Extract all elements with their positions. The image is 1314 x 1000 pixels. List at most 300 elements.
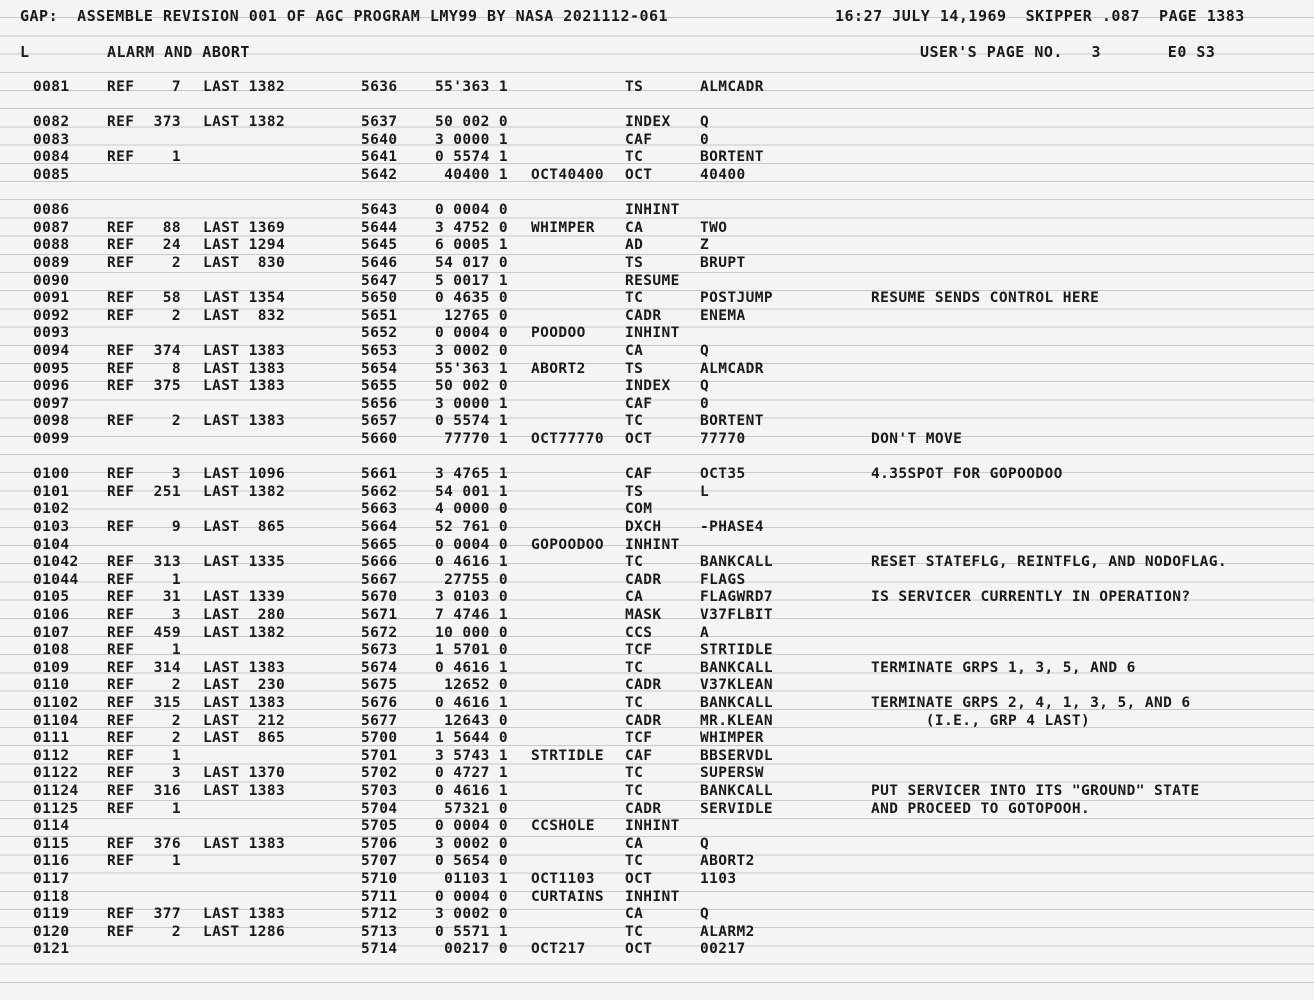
line-word: 0 4616 1 [434,659,508,676]
line-last: LAST 1096 [203,466,286,483]
line-refn: 251 [153,483,181,500]
line-op: TC [625,923,644,940]
line-seq: 0105 [33,589,70,606]
line-label: GOPOODOO [531,536,605,553]
line-operand: 40400 [700,167,746,183]
listing-line [0,413,1314,431]
line-addr: 5671 [361,607,398,623]
line-refn: 2 [171,923,181,940]
line-word: 0 0004 0 [434,888,508,905]
line-addr: 5657 [361,413,398,430]
line-ref: REF [107,290,135,307]
line-addr: 5651 [361,307,398,324]
line-addr: 5636 [361,79,398,95]
line-refn: 1 [171,642,181,659]
line-ref: REF [107,519,135,535]
line-op: CADR [625,307,662,324]
line-addr: 5653 [361,343,398,359]
line-seq: 0110 [33,677,70,694]
line-word: 4 0000 0 [434,501,508,518]
line-ref: REF [107,589,135,606]
listing-line [0,572,1314,590]
line-refn: 2 [171,677,181,694]
line-operand: BANKCALL [700,695,774,711]
line-ref: REF [107,219,135,236]
line-word: 0 5574 1 [434,413,508,430]
line-word: 50 002 0 [434,114,508,131]
listing-line [0,730,1314,748]
line-word: 3 4752 0 [434,219,508,236]
listing-line [0,220,1314,238]
line-word: 12652 0 [444,677,508,694]
line-addr: 5665 [361,536,398,553]
line-op: OCT [625,871,653,887]
listing-line [0,484,1314,502]
line-refn: 2 [171,307,181,324]
line-seq: 0115 [33,835,70,852]
line-operand: OCT35 [700,466,746,483]
listing-line [0,97,1314,115]
line-seq: 0104 [33,536,70,553]
line-word: 0 4616 1 [434,783,508,799]
line-op: CA [625,343,644,359]
line-refn: 9 [171,519,181,535]
line-addr: 5663 [361,501,398,518]
line-operand: ALMCADR [700,360,764,377]
line-operand: L [700,483,710,500]
line-word: 0 4727 1 [434,765,508,782]
line-addr: 5647 [361,272,398,289]
line-op: TC [625,853,644,870]
page-header-left: GAP: ASSEMBLE REVISION 001 OF AGC PROGRAM LMY99 BY NASA 2021112-061 [20,7,669,25]
line-last: LAST 1383 [203,659,286,676]
line-word: 0 0004 0 [434,818,508,835]
line-word: 12643 0 [444,712,508,729]
line-addr: 5703 [361,783,398,799]
line-word: 0 5654 0 [434,853,508,870]
listing-line [0,290,1314,308]
line-op: OCT [625,167,653,183]
line-ref: REF [107,695,135,711]
line-operand: ENEMA [700,307,746,324]
listing-line [0,748,1314,766]
listing-line [0,114,1314,132]
line-op: TC [625,695,644,711]
listing-line [0,625,1314,643]
line-operand: Q [700,114,710,131]
listing-line [0,202,1314,220]
page-header-right: 16:27 JULY 14,1969 SKIPPER .087 PAGE 1383 [835,7,1245,25]
line-seq: 0103 [33,519,70,535]
line-op: TS [625,483,644,500]
line-op: RESUME [625,272,680,289]
line-operand: STRTIDLE [700,642,774,659]
line-last: LAST 1286 [203,923,286,940]
listing-line [0,501,1314,519]
listing-line [0,449,1314,467]
line-operand: 0 [700,131,710,148]
line-ref: REF [107,483,135,500]
line-ref: REF [107,835,135,852]
line-addr: 5650 [361,290,398,307]
line-seq: 0121 [33,941,70,958]
line-comment: PUT SERVICER INTO ITS "GROUND" STATE [871,783,1200,799]
line-seq: 0093 [33,325,70,342]
line-op: TCF [625,730,653,747]
listing-line [0,607,1314,625]
listing-line [0,924,1314,942]
line-comment: IS SERVICER CURRENTLY IN OPERATION? [871,589,1191,606]
line-ref: REF [107,624,135,641]
line-word: 1 5644 0 [434,730,508,747]
line-op: COM [625,501,653,518]
line-addr: 5700 [361,730,398,747]
line-op: DXCH [625,519,662,535]
listing-line [0,801,1314,819]
line-comment: (I.E., GRP 4 LAST) [871,712,1091,729]
line-ref: REF [107,642,135,659]
line-addr: 5652 [361,325,398,342]
listing-line [0,519,1314,537]
line-seq: 0107 [33,624,70,641]
line-word: 77770 1 [444,431,508,447]
line-last: LAST 1369 [203,219,286,236]
line-last: LAST 1383 [203,343,286,359]
line-last: LAST 1383 [203,906,286,923]
listing-line [0,642,1314,660]
line-seq: 0116 [33,853,70,870]
line-operand: ALARM2 [700,923,755,940]
line-operand: Q [700,835,710,852]
line-word: 01103 1 [444,871,508,887]
line-word: 0 4635 0 [434,290,508,307]
line-addr: 5674 [361,659,398,676]
line-op: CAF [625,466,653,483]
line-operand: ABORT2 [700,853,755,870]
line-ref: REF [107,677,135,694]
line-addr: 5642 [361,167,398,183]
line-addr: 5660 [361,431,398,447]
line-ref: REF [107,307,135,324]
line-operand: BORTENT [700,149,764,166]
listing-line [0,79,1314,97]
line-op: CAF [625,395,653,412]
line-addr: 5656 [361,395,398,412]
line-word: 1 5701 0 [434,642,508,659]
line-op: TCF [625,642,653,659]
line-operand: BORTENT [700,413,764,430]
line-seq: 0119 [33,906,70,923]
line-ref: REF [107,378,135,395]
line-refn: 376 [153,835,181,852]
section-title: ALARM AND ABORT [107,43,250,61]
line-refn: 1 [171,747,181,764]
line-seq: 0111 [33,730,70,747]
listing-line [0,783,1314,801]
line-last: LAST 1382 [203,624,286,641]
line-addr: 5677 [361,712,398,729]
line-operand: FLAGS [700,571,746,588]
line-operand: V37FLBIT [700,607,774,623]
line-refn: 3 [171,765,181,782]
line-seq: 0090 [33,272,70,289]
line-addr: 5661 [361,466,398,483]
line-operand: Q [700,343,710,359]
line-seq: 0085 [33,167,70,183]
line-word: 3 0002 0 [434,906,508,923]
line-addr: 5641 [361,149,398,166]
line-word: 54 017 0 [434,255,508,271]
line-ref: REF [107,906,135,923]
listing-line [0,941,1314,959]
line-op: TC [625,659,644,676]
line-last: LAST 1354 [203,290,286,307]
line-word: 27755 0 [444,571,508,588]
line-last: LAST 1383 [203,783,286,799]
line-operand: POSTJUMP [700,290,774,307]
line-refn: 313 [153,554,181,571]
line-seq: 0112 [33,747,70,764]
line-addr: 5637 [361,114,398,131]
line-comment: TERMINATE GRPS 2, 4, 1, 3, 5, AND 6 [871,695,1191,711]
listing-line [0,554,1314,572]
line-seq: 0084 [33,149,70,166]
line-addr: 5711 [361,888,398,905]
line-operand: 0 [700,395,710,412]
line-word: 10 000 0 [434,624,508,641]
line-operand: MR.KLEAN [700,712,774,729]
listing-line [0,677,1314,695]
subheader-left: L [20,43,30,61]
listing-line [0,660,1314,678]
line-seq: 0118 [33,888,70,905]
line-operand: BANKCALL [700,783,774,799]
line-seq: 0101 [33,483,70,500]
line-op: TS [625,255,644,271]
line-word: 3 0002 0 [434,835,508,852]
line-addr: 5713 [361,923,398,940]
line-last: LAST 830 [203,255,286,271]
line-ref: REF [107,607,135,623]
line-op: CA [625,906,644,923]
line-word: 57321 0 [444,800,508,817]
line-addr: 5666 [361,554,398,571]
line-operand: 1103 [700,871,737,887]
line-operand: SUPERSW [700,765,764,782]
line-op: CA [625,219,644,236]
line-addr: 5705 [361,818,398,835]
listing-line [0,818,1314,836]
line-seq: 0087 [33,219,70,236]
line-seq: 01042 [33,554,79,571]
user-page-number: USER'S PAGE NO. 3 E0 S3 [920,43,1216,61]
line-seq: 0114 [33,818,70,835]
line-addr: 5702 [361,765,398,782]
line-label: OCT77770 [531,431,605,447]
line-label: OCT40400 [531,167,605,183]
line-op: INHINT [625,325,680,342]
line-last: LAST 1383 [203,360,286,377]
line-seq: 0089 [33,255,70,271]
line-ref: REF [107,413,135,430]
listing-line [0,466,1314,484]
line-refn: 2 [171,712,181,729]
line-word: 0 5574 1 [434,149,508,166]
line-seq: 01122 [33,765,79,782]
line-refn: 315 [153,695,181,711]
line-op: TC [625,149,644,166]
line-operand: 77770 [700,431,746,447]
line-word: 40400 1 [444,167,508,183]
line-refn: 375 [153,378,181,395]
line-refn: 24 [162,237,181,254]
line-label: STRTIDLE [531,747,605,764]
line-refn: 8 [171,360,181,377]
line-operand: Z [700,237,710,254]
line-op: INHINT [625,202,680,219]
line-seq: 0083 [33,131,70,148]
listing-line [0,343,1314,361]
line-seq: 0096 [33,378,70,395]
line-operand: WHIMPER [700,730,764,747]
line-ref: REF [107,360,135,377]
listing-line [0,325,1314,343]
line-comment: 4.35SPOT FOR GOPOODOO [871,466,1063,483]
line-op: AD [625,237,644,254]
line-op: TS [625,360,644,377]
listing-line [0,695,1314,713]
line-operand: 00217 [700,941,746,958]
line-operand: SERVIDLE [700,800,774,817]
line-ref: REF [107,765,135,782]
line-refn: 58 [162,290,181,307]
line-ref: REF [107,554,135,571]
line-addr: 5640 [361,131,398,148]
line-ref: REF [107,800,135,817]
line-addr: 5643 [361,202,398,219]
line-seq: 0102 [33,501,70,518]
line-operand: BRUPT [700,255,746,271]
line-word: 3 0103 0 [434,589,508,606]
line-seq: 0088 [33,237,70,254]
line-last: LAST 1382 [203,79,286,95]
line-op: CADR [625,800,662,817]
line-word: 50 002 0 [434,378,508,395]
line-comment: AND PROCEED TO GOTOPOOH. [871,800,1091,817]
line-refn: 459 [153,624,181,641]
line-op: INHINT [625,818,680,835]
listing-line [0,853,1314,871]
line-seq: 0106 [33,607,70,623]
line-operand: A [700,624,710,641]
line-addr: 5675 [361,677,398,694]
line-operand: TWO [700,219,728,236]
listing-line [0,378,1314,396]
line-word: 3 0000 1 [434,131,508,148]
line-refn: 2 [171,730,181,747]
line-last: LAST 1382 [203,483,286,500]
listing-line [0,906,1314,924]
line-addr: 5645 [361,237,398,254]
listing-line [0,871,1314,889]
line-comment: DON'T MOVE [871,431,963,447]
line-last: LAST 1370 [203,765,286,782]
line-comment: RESET STATEFLG, REINTFLG, AND NODOFLAG. [871,554,1228,571]
line-addr: 5676 [361,695,398,711]
line-addr: 5646 [361,255,398,271]
line-ref: REF [107,149,135,166]
line-seq: 0081 [33,79,70,95]
line-op: CAF [625,747,653,764]
line-operand: Q [700,378,710,395]
line-addr: 5710 [361,871,398,887]
line-addr: 5706 [361,835,398,852]
line-refn: 1 [171,571,181,588]
line-addr: 5672 [361,624,398,641]
line-addr: 5714 [361,941,398,958]
line-word: 0 0004 0 [434,536,508,553]
line-word: 0 4616 1 [434,695,508,711]
line-addr: 5673 [361,642,398,659]
line-word: 3 0000 1 [434,395,508,412]
line-word: 0 0004 0 [434,202,508,219]
line-word: 00217 0 [444,941,508,958]
listing-line [0,589,1314,607]
line-label: OCT1103 [531,871,595,887]
line-ref: REF [107,659,135,676]
line-label: POODOO [531,325,586,342]
line-refn: 1 [171,149,181,166]
line-word: 6 0005 1 [434,237,508,254]
line-addr: 5644 [361,219,398,236]
line-last: LAST 832 [203,307,286,324]
line-refn: 314 [153,659,181,676]
line-last: LAST 1339 [203,589,286,606]
line-seq: 01104 [33,712,79,729]
line-word: 0 5571 1 [434,923,508,940]
line-ref: REF [107,571,135,588]
line-addr: 5664 [361,519,398,535]
line-ref: REF [107,923,135,940]
line-word: 54 001 1 [434,483,508,500]
line-last: LAST 865 [203,519,286,535]
line-refn: 1 [171,853,181,870]
line-seq: 0109 [33,659,70,676]
line-op: TC [625,783,644,799]
line-ref: REF [107,747,135,764]
line-op: CADR [625,571,662,588]
line-ref: REF [107,237,135,254]
line-label: OCT217 [531,941,586,958]
line-last: LAST 280 [203,607,286,623]
line-op: CADR [625,677,662,694]
line-operand: -PHASE4 [700,519,764,535]
line-operand: BANKCALL [700,554,774,571]
line-word: 3 0002 0 [434,343,508,359]
line-op: OCT [625,941,653,958]
line-addr: 5654 [361,360,398,377]
line-op: INDEX [625,378,671,395]
line-word: 0 4616 1 [434,554,508,571]
line-refn: 374 [153,343,181,359]
line-ref: REF [107,730,135,747]
listing-line [0,713,1314,731]
listing-line [0,889,1314,907]
line-addr: 5670 [361,589,398,606]
line-op: TC [625,554,644,571]
line-refn: 31 [162,589,181,606]
line-op: TC [625,413,644,430]
